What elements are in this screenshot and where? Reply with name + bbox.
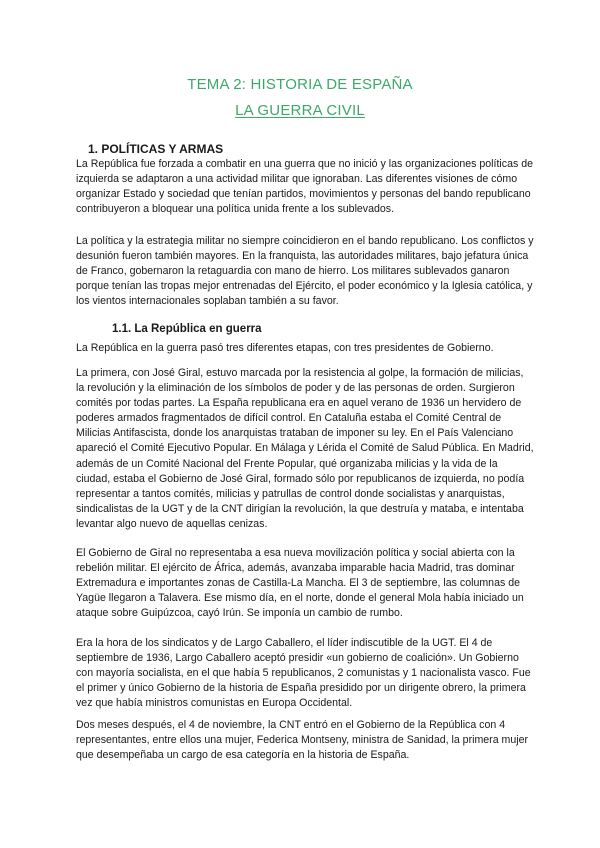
paragraph: La República fue forzada a combatir en una guerra que no inició y las organizaciones políticas de izquierda se adaptaron a una actividad militar que ignoraban. Las diferentes visiones de cómo organizar Estado y sociedad que tenían partidos, movimientos y personas del bando republicano contribuyeron a bloquear una política unida frente a los sublevados.	[76, 158, 533, 216]
paragraph: La política y la estrategia militar no siempre coincidieron en el bando republicano. Los conflictos y desunión fueron también mayores. En la franquista, las autoridades militares, bajo jefatura única de Franco, gobernaron la retaguardia con mano de hierro. Los militares sublevados ganaron porque tenían las tropas mejor entrenadas del Ejército, el poder económico y la Iglesia católica, y los vientos internacionales soplaban también a su favor.	[76, 235, 534, 308]
paragraph: La primera, con José Giral, estuvo marcada por la resistencia al golpe, la formación de milicias, la revolución y la eliminación de los símbolos de poder y de las personas de orden. Surgieron comités por todas partes. La España republicana era en aquel verano de 1936 un hervidero de poderes armados fragmentados de difícil control. En Cataluña estaba el Comité Central de Milicias Antifascista, donde los anarquistas trataban de imponer su ley. En el País Valenciano apareció el Comité Ejecutivo Popular. En Málaga y Lérida el Comité de Salud Pública. En Madrid, además de un Comité Nacional del Frente Popular, qué organizaba milicias y la vida de la ciudad, estaba el Gobierno de José Giral, formado sólo por republicanos de izquierda, no podía representar a tantos comités, milicias y patrullas de control donde socialistas y anarquistas, sindicalistas de la UGT y de la CNT dirigían la revolución, la que destruía y mataba, e intentaba levantar algo nuevo de aquellas cenizas.	[76, 367, 534, 530]
section-heading: 1. POLÍTICAS Y ARMAS	[88, 142, 224, 156]
paragraph: Dos meses después, el 4 de noviembre, la CNT entró en el Gobierno de la República con 4 representantes, entre ellos una mujer, Federica Montseny, ministra de Sanidad, la primera mujer que desempeñaba un cargo de esa categoría en la historia de España.	[76, 719, 529, 762]
paragraph: La República en la guerra pasó tres diferentes etapas, con tres presidentes de Gobierno.	[76, 342, 494, 354]
paragraph: Era la hora de los sindicatos y de Largo Caballero, el líder indiscutible de la UGT. El 4 de septiembre de 1936, Largo Caballero aceptó presidir «un gobierno de coalición». Un Gobierno con mayoría socialista, en el que había 5 republicanos, 2 comunistas y 1 nacionalista vasco. Fue el primer y único Gobierno de la historia de España presidido por un dirigente obrero, la primera vez que había ministros comunistas en Europa Occidental.	[76, 637, 531, 710]
document-subtitle: LA GUERRA CIVIL	[235, 102, 365, 119]
paragraph: El Gobierno de Giral no representaba a esa nueva movilización política y social abierta con la rebelión militar. El ejército de África, además, avanzaba imparable hacia Madrid, tras dominar Extremadura e importantes zonas de Castilla-La Mancha. El 3 de septiembre, las columnas de Yagüe llegaron a Talavera. Ese mismo día, en el norte, donde el general Mola había iniciado un ataque sobre Guipúzcoa, cayó Irún. Se imponía un cambio de rumbo.	[76, 547, 524, 620]
subsection-heading: 1.1. La República en guerra	[112, 323, 262, 335]
document-title: TEMA 2: HISTORIA DE ESPAÑA	[187, 76, 413, 93]
